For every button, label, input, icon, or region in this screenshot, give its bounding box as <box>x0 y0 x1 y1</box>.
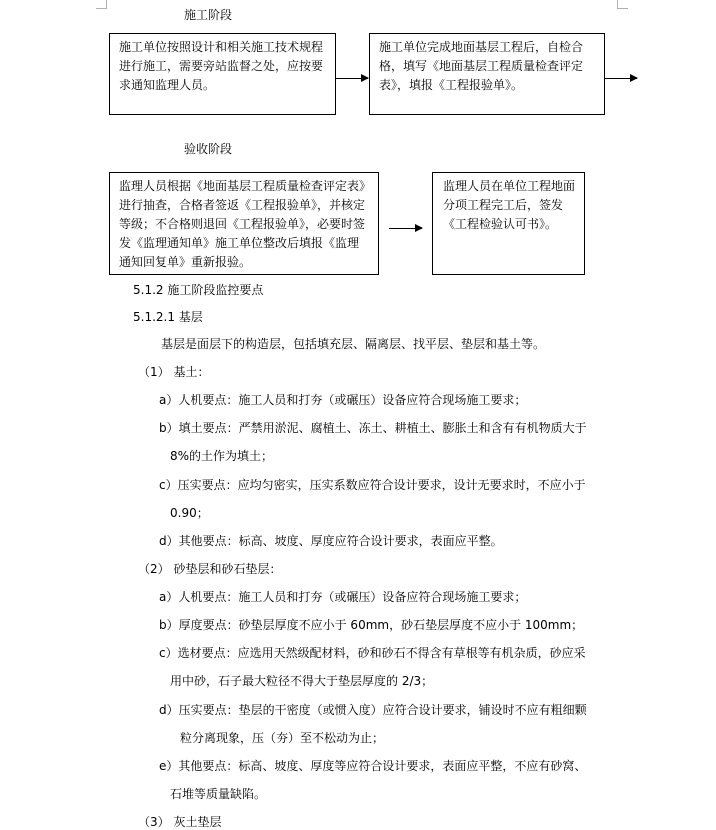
heading-5-1-2: 5.1.2 施工阶段监控要点 <box>133 283 264 297</box>
item-1c-line1: c）压实要点：应均匀密实，压实系数应符合设计要求，设计无要求时，不应小于 <box>159 478 586 492</box>
item-1b-line1: b）填土要点：严禁用淤泥、腐植土、冻土、耕植土、膨胀土和含有有机物质大于 <box>159 421 587 435</box>
flow-box-supervisor-inspection: 监理人员根据《地面基层工程质量检查评定表》进行抽查，合格者签返《工程报验单》，并核定等级；不合格则退回《工程报验单》，必要时签发《监理通知单》施工单位整改后填报《监理通知回复单》重新报验。 <box>109 172 379 275</box>
item-2e-line2: 石堆等质量缺陷。 <box>170 787 267 801</box>
paragraph-intro: 基层是面层下的构造层，包括填充层、隔离层、找平层、垫层和基土等。 <box>161 337 546 351</box>
item-1a: a）人机要点：施工人员和打夯（或碾压）设备应符合现场施工要求； <box>159 393 527 407</box>
item-2c-line2: 用中砂，石子最大粒径不得大于垫层厚度的 2/3； <box>170 674 434 688</box>
page-corner-mark-right <box>617 0 628 9</box>
item-2e-line1: e）其他要点：标高、坡度、厚度等应符合设计要求，表面应平整，不应有砂窝、 <box>159 759 587 773</box>
item-2a: a）人机要点：施工人员和打夯（或碾压）设备应符合现场施工要求； <box>159 590 527 604</box>
flow-arrow-2 <box>605 78 637 79</box>
item-1d: d）其他要点：标高、坡度、厚度应符合设计要求，表面应平整。 <box>159 534 503 548</box>
item-1b-line2: 8%的土作为填土； <box>170 449 274 463</box>
section-1-title: （1） 基土： <box>138 365 210 379</box>
section-3-title: （3） 灰土垫层 <box>138 815 222 829</box>
item-2c-line1: c）选材要点：应选用天然级配材料，砂和砂石不得含有草根等有机杂质，砂应采 <box>159 646 586 660</box>
item-1c-line2: 0.90； <box>170 506 209 520</box>
flow-box-contractor-construction: 施工单位按照设计和相关施工技术规程进行施工，需要旁站监督之处，应按要求通知监理人员。 <box>109 33 336 115</box>
stage-title-acceptance: 验收阶段 <box>184 142 233 156</box>
flow-arrow-3 <box>389 228 422 229</box>
flow-box-supervisor-certificate: 监理人员在单位工程地面分项工程完工后，签发《工程检验认可书》。 <box>432 172 585 275</box>
item-2d-line2: 粒分离现象，压（夯）至不松动为止； <box>180 731 385 745</box>
heading-5-1-2-1: 5.1.2.1 基层 <box>133 310 203 324</box>
stage-title-construction: 施工阶段 <box>184 8 233 22</box>
page-corner-mark-left <box>96 0 107 9</box>
flow-box-contractor-self-check: 施工单位完成地面基层工程后，自检合格，填写《地面基层工程质量检查评定表》，填报《工程报验单》。 <box>369 33 605 115</box>
flow-arrow-1 <box>336 78 368 79</box>
item-2d-line1: d）压实要点：垫层的干密度（或惯入度）应符合设计要求，铺设时不应有粗细颗 <box>159 703 587 717</box>
item-2b: b）厚度要点：砂垫层厚度不应小于 60mm，砂石垫层厚度不应小于 100mm； <box>159 618 584 632</box>
section-2-title: （2） 砂垫层和砂石垫层： <box>138 562 282 576</box>
